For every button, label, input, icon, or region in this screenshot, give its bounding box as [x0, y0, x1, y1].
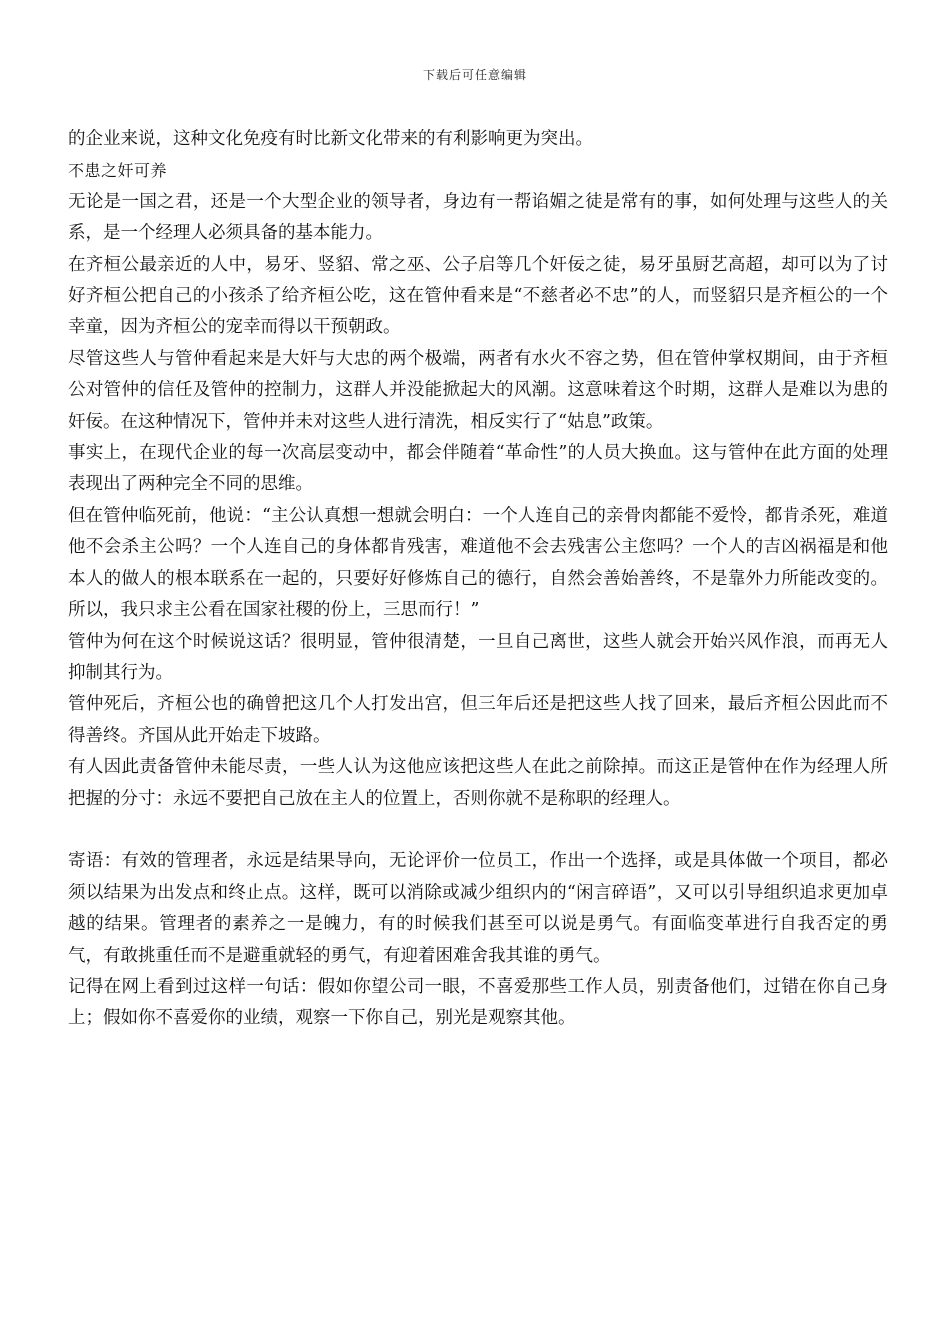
paragraph-3: 在齐桓公最亲近的人中，易牙、竖貂、常之巫、公子启等几个奸佞之徒，易牙虽厨艺高超，却可以为了讨好齐桓公把自己的小孩杀了给齐桓公吃，这在管仲看来是“不慈者必不忠”的人，而竖貂只是齐桓公的一个幸童，因为齐桓公的宠幸而得以干预朝政。: [68, 254, 888, 338]
paragraph-7: 管仲为何在这个时候说这话？很明显，管仲很清楚，一旦自己离世，这些人就会开始兴风作浪，而再无人抑制其行为。: [68, 631, 888, 683]
paragraph-11: 记得在网上看到过这样一句话：假如你望公司一眼，不喜爱那些工作人员，别责备他们，过错在你自己身上；假如你不喜爱你的业绩，观察一下你自己，别光是观察其他。: [68, 976, 888, 1029]
paragraph-4: 尽管这些人与管仲看起来是大奸与大忠的两个极端，两者有水火不容之势，但在管仲掌权期间，由于齐桓公对管仲的信任及管仲的控制力，这群人并没能掀起大的风潮。这意味着这个时期，这群人是难以为患的奸佞。在这种情况下，管仲并未对这些人进行清洗，相反实行了“姑息”政策。: [68, 348, 888, 432]
paragraph-10: 寄语：有效的管理者，永远是结果导向，无论评价一位员工，作出一个选择，或是具体做一个项目，都必须以结果为出发点和终止点。这样，既可以消除或减少组织内的“闲言碎语”，又可以引导组织追求更加卓越的结果。管理者的素养之一是魄力，有的时候我们甚至可以说是勇气。有面临变革进行自我否定的勇气，有敢挑重任而不是避重就轻的勇气，有迎着困难舍我其谁的勇气。: [68, 851, 888, 966]
page-header: 下载后可任意编辑: [422, 68, 527, 82]
paragraph-2: 无论是一国之君，还是一个大型企业的领导者，身边有一帮谄媚之徒是常有的事，如何处理与这些人的关系，是一个经理人必须具备的基本能力。: [68, 191, 888, 244]
paragraph-1: 的企业来说，这种文化免疫有时比新文化带来的有利影响更为突出。: [68, 129, 593, 149]
paragraph-5: 事实上，在现代企业的每一次高层变动中，都会伴随着“革命性”的人员大换血。这与管仲在此方面的处理表现出了两种完全不同的思维。: [68, 443, 888, 495]
document-body: [68, 124, 888, 1035]
paragraph-8: 管仲死后，齐桓公也的确曾把这几个人打发出宫，但三年后还是把这些人找了回来，最后齐桓公因此而不得善终。齐国从此开始走下坡路。: [68, 694, 888, 746]
paragraph-9: 有人因此责备管仲未能尽责，一些人认为这他应该把这些人在此之前除掉。而这正是管仲在作为经理人所把握的分寸：永远不要把自己放在主人的位置上，否则你就不是称职的经理人。: [68, 757, 888, 809]
blank-line: [68, 815, 888, 846]
section-heading: 不患之奸可养: [68, 161, 168, 181]
paragraph-6: 但在管仲临死前，他说：“主公认真想一想就会明白：一个人连自己的亲骨肉都能不爱怜，都肯杀死，难道他不会杀主公吗？一个人连自己的身体都肯残害，难道他不会去残害公主您吗？一个人的吉凶祸福是和他本人的做人的根本联系在一起的，只要好好修炼自己的德行，自然会善始善终，不是靠外力所能改变的。所以，我只求主公看在国家社稷的份上，三思而行！”: [68, 505, 888, 621]
